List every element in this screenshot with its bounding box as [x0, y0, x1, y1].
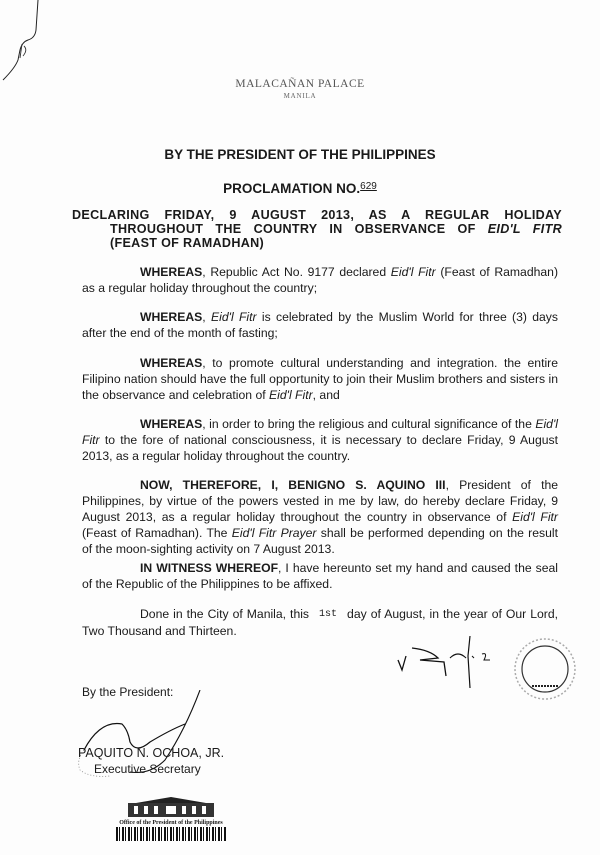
issuer-heading: BY THE PRESIDENT OF THE PHILIPPINES — [164, 147, 436, 162]
title-line-3: (FEAST OF RAMADHAN) — [110, 236, 265, 250]
paragraph-italic: Eid'l Fitr — [512, 510, 558, 524]
paragraph-lead: WHEREAS — [140, 417, 203, 431]
paragraph-lead: NOW, THEREFORE, I, BENIGNO S. AQUINO III — [140, 478, 446, 492]
witness-paragraph — [82, 560, 558, 592]
operative-paragraph — [82, 477, 558, 557]
paragraph-lead: WHEREAS — [140, 310, 203, 324]
palace-name: MALACAÑAN PALACE — [235, 78, 365, 90]
seal-stamp-icon — [512, 636, 578, 702]
paragraph-text: , to promote cultural understanding and integration. the entire Filipino nation should have the full opportunity to join their Muslim brothers and sisters in the observance and celebration of — [82, 356, 558, 402]
proclamation-number: 629 — [360, 181, 377, 192]
done-paragraph — [82, 606, 558, 639]
palace-building-icon — [116, 795, 226, 819]
done-suffix: day of August, in the year of Our Lord, Two Thousand and Thirteen. — [82, 607, 558, 638]
paragraph-italic: Eid'l Fitr — [390, 265, 436, 279]
paragraph-text: , in order to bring the religious and cultural significance of the — [202, 417, 536, 431]
margin-handwritten-mark — [0, 0, 50, 85]
whereas-paragraph-2 — [82, 309, 558, 341]
secretary-title: Executive Secretary — [94, 762, 201, 776]
proclamation-label: PROCLAMATION NO. — [223, 181, 361, 196]
title-line-1: DECLARING FRIDAY, 9 AUGUST 2013, AS A REGULAR HOLIDAY — [72, 208, 562, 222]
stamp-caption: Office of the President of the Philippines — [119, 820, 223, 826]
paragraph-text: , — [202, 310, 211, 324]
proclamation-heading — [0, 181, 600, 196]
by-the-president-label: By the President: — [82, 685, 174, 699]
secretary-name: PAQUITO N. OCHOA, JR. — [78, 746, 225, 760]
whereas-paragraph-1 — [82, 264, 558, 296]
paragraph-lead: WHEREAS — [140, 265, 203, 279]
proclamation-title — [72, 208, 562, 250]
paragraph-text: , I have hereunto set my hand and caused the seal of the Republic of the Philippines to be affixed. — [82, 561, 558, 591]
whereas-paragraph-4 — [82, 416, 558, 464]
paragraph-text: , Republic Act No. 9177 declared — [202, 265, 391, 279]
president-signature — [390, 636, 500, 696]
paragraph-text: is celebrated by the Muslim World for three (3) days after the end of the month of fasting; — [82, 310, 558, 340]
paragraph-text: , and — [312, 388, 340, 402]
done-prefix: Done in the City of Manila, this — [140, 607, 310, 621]
paragraph-lead: IN WITNESS WHEREOF — [140, 561, 279, 575]
paragraph-text: (Feast of Ramadhan) as a regular holiday throughout the country; — [82, 265, 559, 295]
barcode — [116, 827, 226, 841]
paragraph-italic: Eid'l Fitr — [82, 417, 558, 447]
paragraph-text: , President of the Philippines, by virtue of the powers vested in me by law, do hereby declare Friday, 9 August 2013, as a regular holiday throughout the country in observance of — [82, 478, 559, 524]
title-line-2 — [82, 222, 562, 236]
paragraph-text: shall be performed depending on the result of the moon-sighting activity on 7 August 2013. — [82, 526, 558, 556]
paragraph-text: (Feast of Ramadhan). The — [82, 526, 232, 540]
title-line-2-text: THROUGHOUT THE COUNTRY IN OBSERVANCE OF — [110, 222, 476, 236]
paragraph-text: to the fore of national consciousness, it is necessary to declare Friday, 9 August 2013, as a regular holiday throughout the country. — [82, 433, 558, 463]
title-eid-italic: EID'L FITR — [487, 222, 562, 236]
palace-city: MANILA — [283, 92, 317, 100]
paragraph-lead: WHEREAS — [140, 356, 203, 370]
paragraph-italic: Eid'l Fitr Prayer — [231, 526, 317, 540]
paragraph-italic: Eid'l Fitr — [211, 310, 257, 324]
whereas-paragraph-3 — [82, 355, 558, 403]
office-stamp — [116, 795, 226, 845]
done-day: 1st — [319, 609, 338, 620]
paragraph-italic: Eid'l Fitr — [269, 388, 313, 402]
